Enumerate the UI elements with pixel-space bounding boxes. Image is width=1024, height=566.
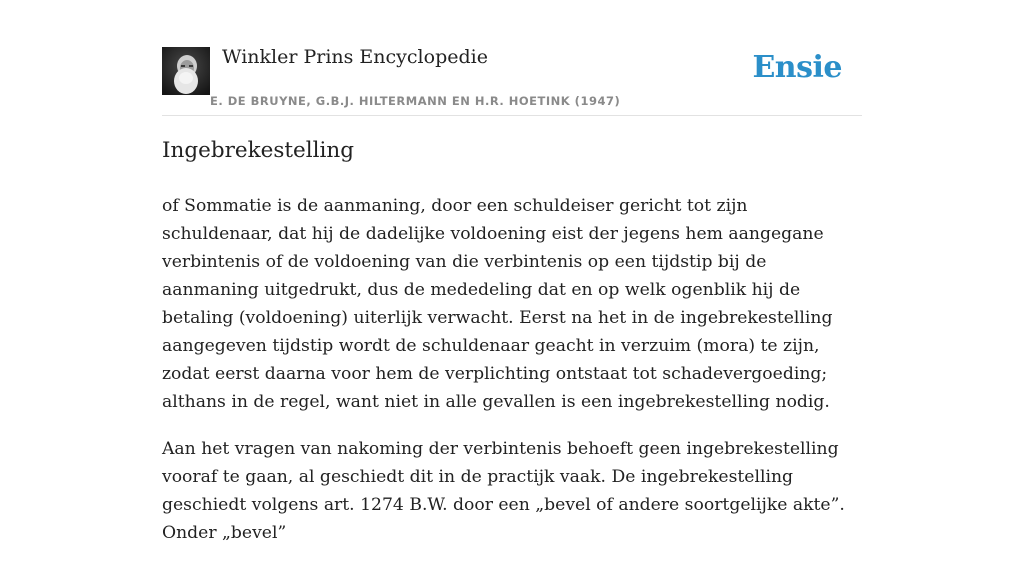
brand-logo[interactable]: Ensie xyxy=(752,50,842,85)
author-avatar[interactable] xyxy=(162,47,210,95)
paragraph: of Sommatie is de aanmaning, door een schuldeiser gericht tot zijn schuldenaar, dat hij de dadelijke voldoening eist der jegens hem aangegane verbintenis of de voldoening van die verbintenis op een tijdstip bij de aanmaning uitgedrukt, dus de mededeling dat en op welk ogenblik hij de betaling (voldoening) uiterlijk verwacht. Eerst na het in de ingebrekestelling aangegeven tijdstip wordt de schuldenaar geacht in verzuim (mora) te zijn, zodat eerst daarna voor hem de verplichting ontstaat tot schadevergoeding; althans in de regel, want niet in alle gevallen is een ingebrekestelling nodig. xyxy=(162,196,833,412)
content-container xyxy=(162,0,862,543)
page-title: Ingebrekestelling xyxy=(162,138,354,163)
paragraph: Aan het vragen van nakoming der verbintenis behoeft geen ingebrekestelling vooraf te gaan, al geschiedt dit in de practijk vaak. De ingebrekestelling geschiedt volgens art. 1274 B.W. door een „bevel of andere soortgelijke akte”. Onder „bevel” xyxy=(162,439,845,543)
authors-byline: E. DE BRUYNE, G.B.J. HILTERMANN EN H.R. HOETINK (1947) xyxy=(210,94,621,108)
article-body xyxy=(162,192,862,566)
portrait-photo-icon xyxy=(162,47,210,95)
header xyxy=(162,0,862,116)
site-title[interactable]: Winkler Prins Encyclopedie xyxy=(222,46,488,68)
